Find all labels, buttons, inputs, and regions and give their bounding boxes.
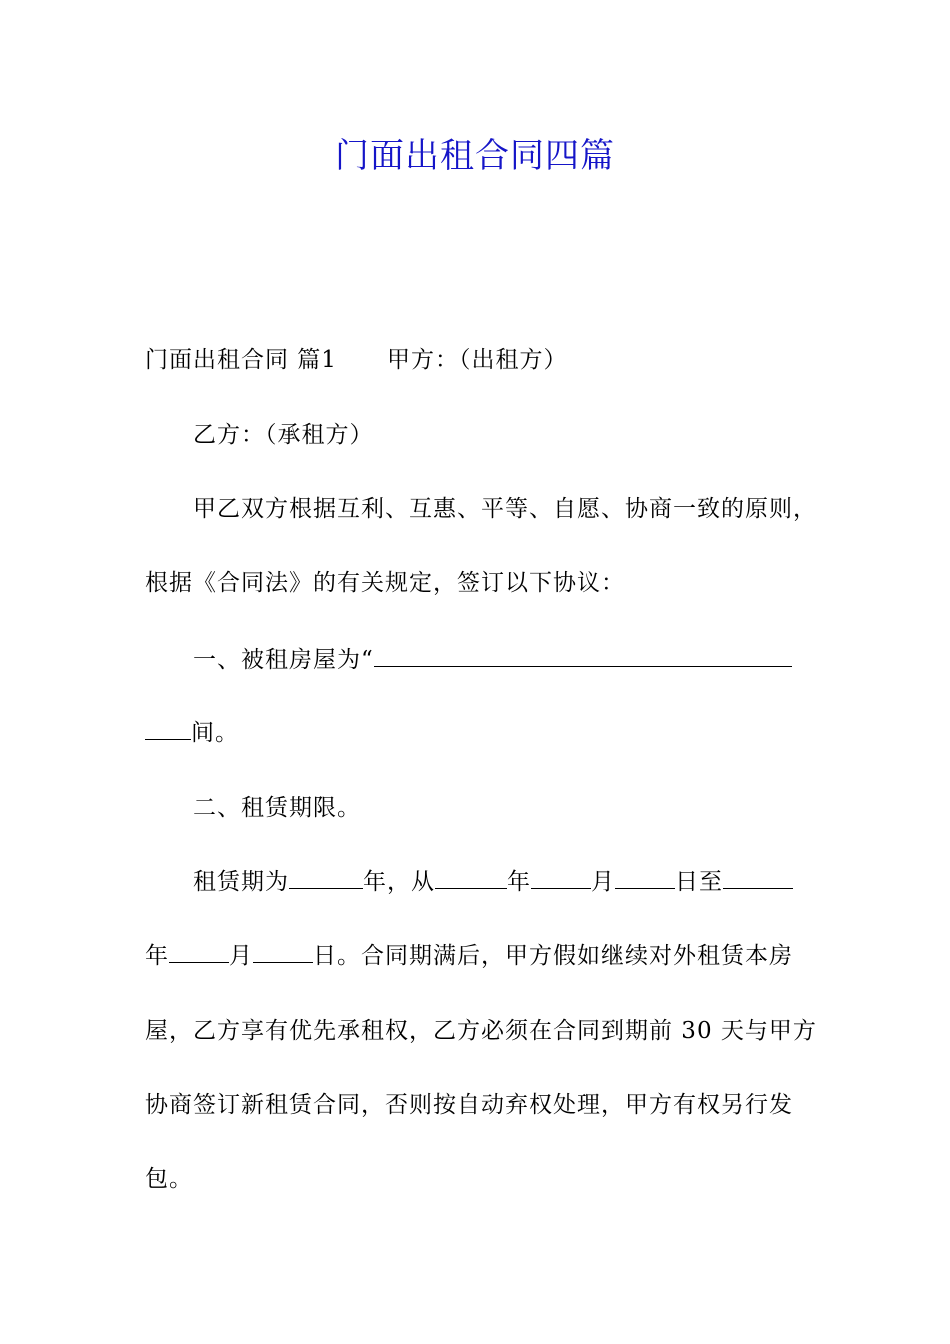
paragraph-line (145, 718, 239, 748)
blank-underline (145, 719, 191, 740)
clause-one-line (193, 645, 792, 675)
blank-underline (723, 868, 793, 889)
lease-term-line (145, 941, 793, 971)
paragraph-line: 根据《合同法》的有关规定，签订以下协议： (145, 570, 625, 596)
party-b-line: 乙方：（承租方） (193, 422, 374, 448)
section-heading: 门面出租合同 篇1 (145, 347, 337, 373)
paragraph-line: 屋，乙方享有优先承租权，乙方必须在合同到期前 30 天与甲方 (145, 1018, 817, 1044)
lease-term-text: 月 (229, 943, 253, 969)
lease-term-text: 年 (507, 869, 531, 895)
lease-term-text: 租赁期为 (193, 869, 289, 895)
paragraph-line: 包。 (145, 1166, 193, 1192)
lease-term-text: 年 (145, 943, 169, 969)
lease-term-line (193, 867, 793, 897)
blank-underline (289, 868, 363, 889)
lease-term-text: 日至 (675, 869, 723, 895)
blank-underline (253, 942, 313, 963)
party-a-label: 甲方：（出租方） (386, 347, 568, 373)
document-title: 门面出租合同四篇 (335, 136, 615, 176)
clause-one-text: 一、被租房屋为“ (193, 647, 374, 673)
lease-term-text: 年，从 (363, 869, 435, 895)
blank-underline (531, 868, 591, 889)
room-unit-text: 间。 (191, 720, 239, 746)
paragraph-line: 甲乙双方根据互利、互惠、平等、自愿、协商一致的原则， (193, 496, 817, 522)
paragraph-line: 协商签订新租赁合同，否则按自动弃权处理，甲方有权另行发 (145, 1092, 793, 1118)
blank-underline (615, 868, 675, 889)
blank-underline (169, 942, 229, 963)
blank-underline (374, 646, 792, 667)
lease-term-text: 月 (591, 869, 615, 895)
paragraph-heading-line (145, 345, 567, 375)
clause-two-heading: 二、租赁期限。 (193, 795, 361, 821)
blank-underline (435, 868, 507, 889)
lease-term-text: 日。合同期满后，甲方假如继续对外租赁本房 (313, 943, 793, 969)
